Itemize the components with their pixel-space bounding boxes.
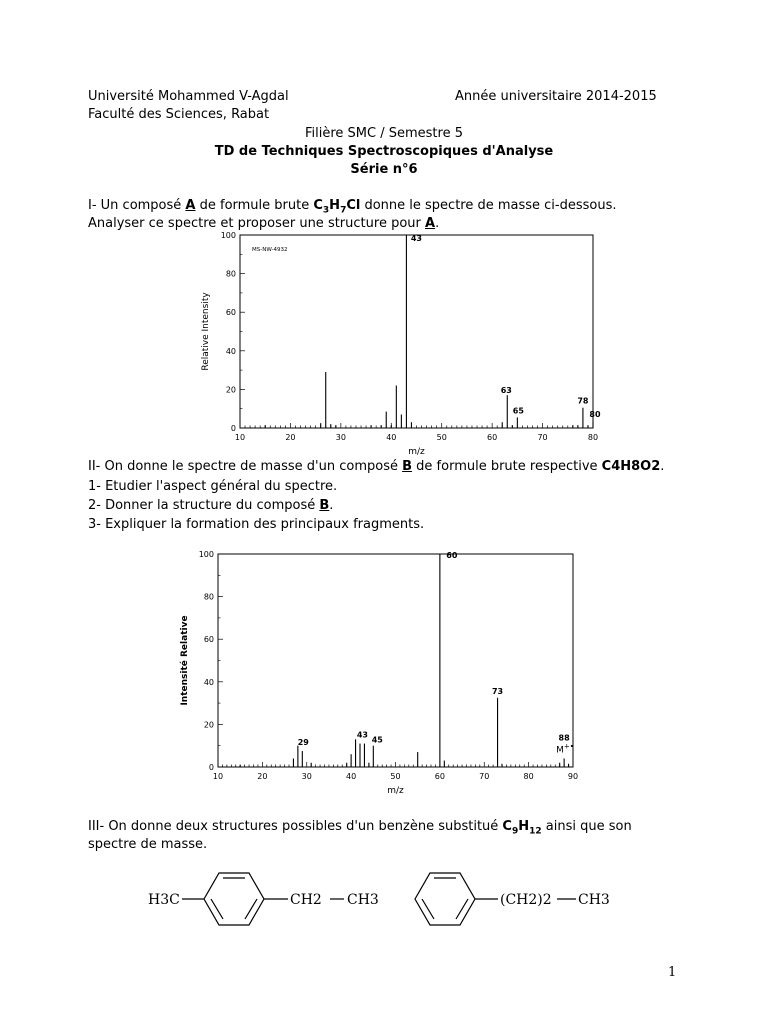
question-3-text: III- On donne deux structures possibles d'un benzène substitué $C_9H_{12}$ ainsi que son spectre de masse. [88,819,632,852]
molecular-ion-label: M+• [556,742,574,756]
faculty-name: Faculté des Sciences, Rabat [88,107,270,122]
x-tick-label: 60 [487,433,498,442]
x-tick-label: 20 [257,772,268,781]
peak-label-78: 78 [577,396,589,406]
y-axis-label: Relative Intensity [201,292,211,371]
peak-label-65: 65 [512,406,524,416]
x-tick-label: 30 [301,772,312,781]
y-tick-label: 80 [203,592,214,602]
structure-1 [148,873,379,925]
spectrum-id: MS-NW-4932 [252,247,288,253]
y-tick-label: 40 [225,346,236,356]
university-name: Université Mohammed V-Agdal [88,89,289,104]
question-1-text: I- Un composé A de formule brute $C_3H_7Cl$ donne le spectre de masse ci-dessous. Analyser ce spectre et proposer une structure pour A. [88,198,617,231]
x-tick-label: 90 [567,772,579,781]
x-tick-label: 40 [346,772,357,781]
y-tick-label: 60 [203,635,214,645]
x-tick-label: 50 [390,772,401,781]
page-number: 1 [668,965,677,980]
structures [140,862,620,934]
x-axis-label: m/z [408,447,425,457]
y-axis-label: Intensité Relative [180,615,190,706]
plot-frame [218,554,573,767]
propyl-ch3-label: CH3 [578,892,610,908]
question-2-text: II- On donne le spectre de masse d'un composé B de formule brute respective C4H8O2. [88,459,665,474]
radical-cation-sign: +• [563,742,574,751]
benzene-ring-1 [204,873,264,925]
y-tick-label: 60 [225,308,236,318]
peak-label-29: 29 [297,738,309,748]
x-tick-label: 10 [234,433,246,442]
peak-label-43: 43 [410,234,422,243]
methyl-label: H3C [148,892,180,908]
y-tick-label: 100 [198,550,214,559]
x-tick-label: 20 [285,433,296,442]
formula-b: C4H8O2 [601,459,661,474]
document-title: TD de Techniques Spectroscopiques d'Analyse [214,144,554,159]
peak-label-80: 80 [589,410,601,420]
y-tick-label: 20 [225,385,236,395]
program-line: Filière SMC / Semestre 5 [305,126,463,141]
peak-label-45: 45 [371,735,383,745]
x-tick-label: 70 [537,433,548,442]
x-tick-label: 30 [335,433,346,442]
x-tick-label: 40 [386,433,397,442]
peak-label-63: 63 [500,386,512,396]
ethyl-ch2-label: CH2 [290,892,322,908]
mass-spectrum-b [175,552,595,802]
y-tick-label: 100 [220,231,236,240]
x-tick-label: 80 [523,772,534,781]
series-number: Série n°6 [350,162,418,177]
x-tick-label: 70 [479,772,490,781]
benzene-ring-2 [415,873,475,925]
peak-label-88: 88 [558,733,570,743]
y-tick-label: 0 [230,424,236,433]
y-tick-label: 0 [208,763,214,772]
peak-label-73: 73 [491,686,504,696]
x-axis-label: m/z [387,786,404,796]
question-2-item-3: 3- Expliquer la formation des principaux fragments. [88,517,425,532]
compound-a-label: A [185,198,196,213]
x-tick-label: 10 [212,772,224,781]
question-2-item-2: 2- Donner la structure du composé B. [88,498,334,513]
formula-c: $C_9H_{12}$ [502,819,542,837]
question-2-item-1: 1- Etudier l'aspect général du spectre. [88,479,338,494]
peak-label-43: 43 [356,730,369,740]
y-tick-label: 20 [203,720,214,730]
y-tick-label: 80 [225,269,236,279]
formula-a: $C_3H_7Cl$ [313,198,361,216]
plot-frame [240,235,593,428]
peak-label-60: 60 [446,551,458,560]
ethyl-ch3-label: CH3 [347,892,379,908]
x-tick-label: 60 [434,772,445,781]
y-tick-label: 40 [203,677,214,687]
x-tick-label: 50 [436,433,447,442]
academic-year: Année universitaire 2014-2015 [455,89,657,104]
mass-spectrum-a [198,231,601,464]
compound-b-label: B [402,459,413,474]
propyl-chain-label: (CH2)2 [500,892,552,908]
x-tick-label: 80 [587,433,599,442]
structure-2 [415,873,610,925]
